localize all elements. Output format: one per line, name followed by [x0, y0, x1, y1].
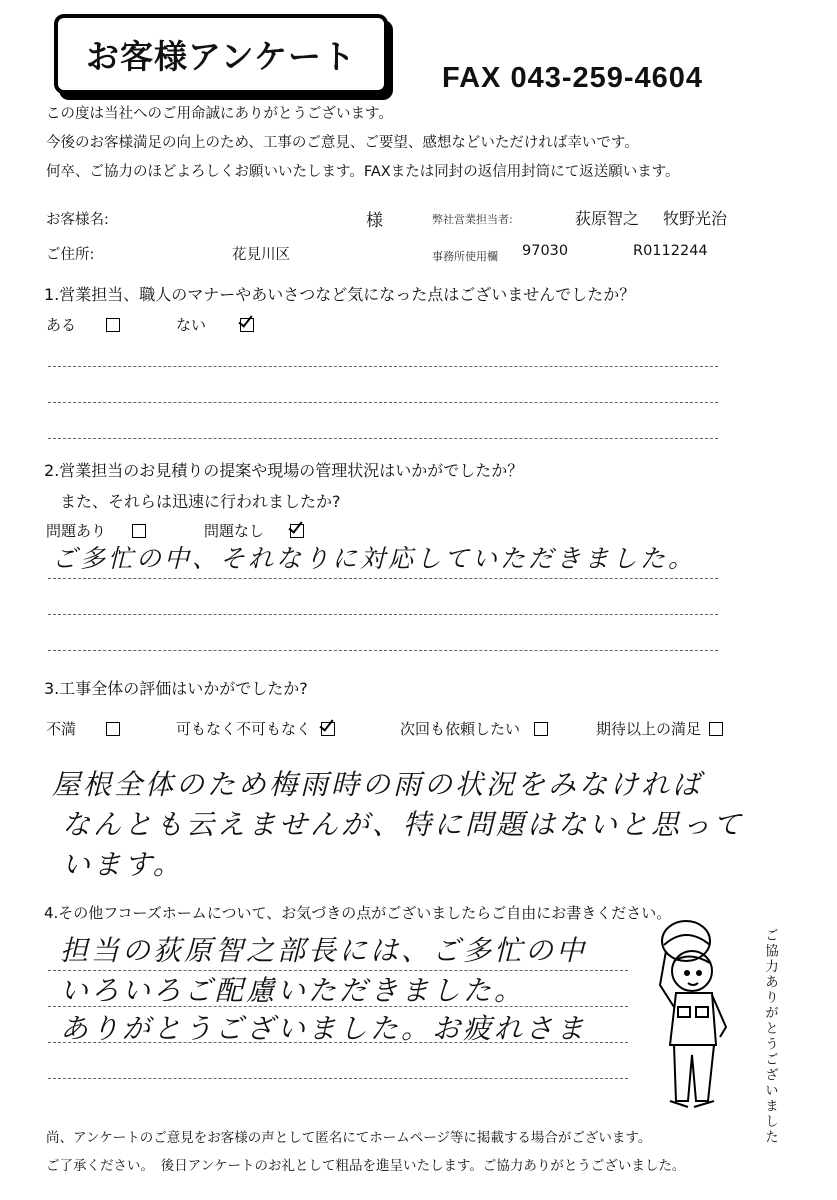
q2-answer-line-2: [48, 614, 718, 615]
office-use-label: 事務所使用欄: [432, 250, 498, 263]
staff-name-1: 荻原智之: [575, 209, 640, 228]
q2-question: 2.営業担当のお見積りの提案や現場の管理状況はいかがでしたか？: [44, 461, 524, 480]
q1-nai-checkbox[interactable]: [240, 318, 254, 332]
q3-option-neutral[interactable]: [176, 718, 335, 739]
intro-line-1: この度は当社へのご用命誠にありがとうございます。: [46, 106, 393, 122]
q3-option-dissatisfied-label: 不満: [46, 720, 77, 738]
q2-answer-line-1: [48, 578, 718, 579]
q1-answer-line-1: [48, 366, 718, 367]
worker-mascot-illustration: [630, 915, 755, 1115]
q3-option-exceeded-label: 期待以上の満足: [596, 720, 702, 738]
q2-question-2: また、それらは迅速に行われましたか?: [60, 492, 341, 511]
q3-dissatisfied-checkbox[interactable]: [106, 722, 120, 736]
q1-question: 1.営業担当、職人のマナーやあいさつなど気になった点はございませんでしたか？: [44, 285, 636, 304]
q3-again-checkbox[interactable]: [534, 722, 548, 736]
q2-option-problem[interactable]: [46, 520, 146, 541]
q1-answer-line-3: [48, 438, 718, 439]
q2-option-problem-label: 問題あり: [46, 522, 107, 540]
q3-option-dissatisfied[interactable]: [46, 718, 120, 739]
q4-answer-line-4: [48, 1078, 628, 1079]
q1-option-nai[interactable]: [176, 314, 254, 335]
q4-handwritten-line-3: ありがとうございました。お疲れさま: [60, 1012, 588, 1045]
q3-handwritten-line-1: 屋根全体のため梅雨時の雨の状況をみなければ: [52, 768, 704, 801]
q2-answer-line-3: [48, 650, 718, 651]
address-label: ご住所:: [46, 247, 95, 263]
q1-option-aru-label: ある: [46, 316, 77, 334]
q4-handwritten-line-2: いろいろご配慮いただきました。: [60, 974, 526, 1007]
q4-question: 4.その他フコーズホームについて、お気づきの点がございましたらご自由にお書きください。: [44, 904, 672, 922]
q3-question: 3.工事全体の評価はいかがでしたか?: [44, 679, 308, 698]
office-number-2: R0112244: [633, 243, 708, 259]
survey-title: お客様アンケート: [54, 14, 388, 94]
office-number-1: 97030: [522, 243, 569, 259]
sama-label: 様: [366, 211, 383, 231]
q3-handwritten-line-2: なんとも云えませんが、特に問題はないと思って: [62, 808, 745, 841]
staff-name-2: 牧野光治: [663, 209, 728, 228]
intro-line-3: 何卒、ご協力のほどよろしくお願いいたします。FAXまたは同封の返信用封筒にて返送願います。: [46, 164, 680, 180]
q3-option-again-label: 次回も依頼したい: [400, 720, 521, 738]
q1-answer-line-2: [48, 402, 718, 403]
q2-problem-checkbox[interactable]: [132, 524, 146, 538]
address-value: 花見川区: [232, 247, 290, 263]
footer-line-2: ご了承ください。 後日アンケートのお礼として粗品を進呈いたします。ご協力ありがとうございました。: [46, 1158, 686, 1174]
q3-handwritten-line-3: います。: [62, 848, 184, 881]
q2-option-no-problem[interactable]: [204, 520, 304, 541]
staff-label: 弊社営業担当者:: [432, 213, 513, 226]
q4-answer-line-1: [48, 970, 628, 971]
q3-option-neutral-label: 可もなく不可もなく: [176, 720, 312, 738]
q4-handwritten-line-1: 担当の荻原智之部長には、ご多忙の中: [60, 934, 588, 967]
side-thanks-note: ご協力ありがとうございました: [762, 928, 778, 1145]
q1-option-nai-label: ない: [176, 316, 207, 334]
q3-option-again[interactable]: [400, 718, 548, 739]
q3-neutral-checkbox[interactable]: [321, 722, 335, 736]
fax-number: FAX 043-259-4604: [442, 62, 704, 94]
intro-line-2: 今後のお客様満足の向上のため、工事のご意見、ご要望、感想などいただければ幸いです。: [46, 135, 639, 151]
customer-name-label: お客様名:: [46, 212, 109, 228]
q2-handwritten-answer: ご多忙の中、それなりに対応していただきました。: [52, 544, 697, 573]
q1-option-aru[interactable]: [46, 314, 120, 335]
footer-line-1: 尚、アンケートのご意見をお客様の声として匿名にてホームページ等に掲載する場合がございます。: [46, 1130, 652, 1146]
q1-aru-checkbox[interactable]: [106, 318, 120, 332]
q2-no-problem-checkbox[interactable]: [290, 524, 304, 538]
q3-option-exceeded[interactable]: [596, 718, 723, 739]
q3-exceeded-checkbox[interactable]: [709, 722, 723, 736]
q2-option-no-problem-label: 問題なし: [204, 522, 265, 540]
